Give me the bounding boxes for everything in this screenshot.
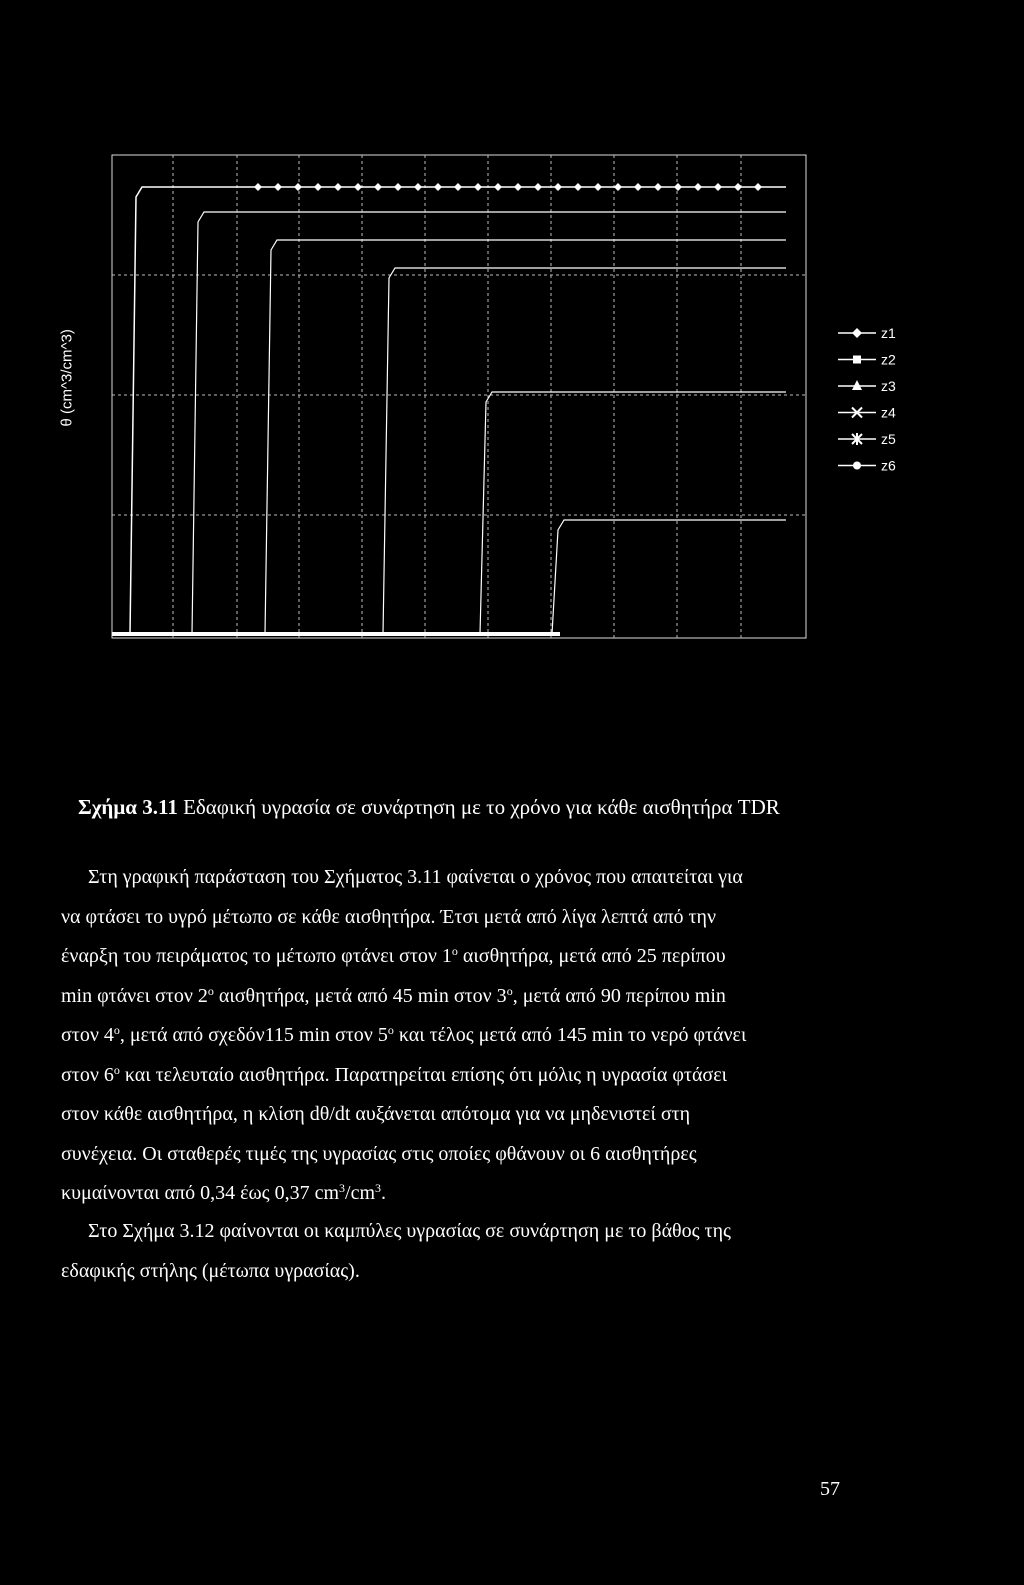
legend-label-z6: z6 bbox=[881, 457, 896, 474]
paragraph-line: Στη γραφική παράσταση του Σχήματος 3.11 φαίνεται ο χρόνος που απαιτείται για bbox=[88, 866, 743, 888]
legend-label-z5: z5 bbox=[881, 431, 896, 447]
page-number: 57 bbox=[820, 1478, 840, 1500]
paragraph-line: στον κάθε αισθητήρα, η κλίση dθ/dt αυξάνεται απότομα για να μηδενιστεί στη bbox=[61, 1103, 691, 1125]
moisture-time-chart bbox=[0, 0, 1024, 760]
series-marker bbox=[514, 183, 522, 191]
legend-label-z1: z1 bbox=[881, 325, 896, 341]
series-marker bbox=[734, 183, 742, 191]
series-line-z3 bbox=[265, 240, 786, 634]
series-marker bbox=[614, 183, 622, 191]
legend-marker bbox=[853, 356, 861, 364]
series-marker bbox=[274, 183, 282, 191]
paragraph-line: στον 4$^o$, μετά από σχεδόν115 min στον 5$^o$ και τέλος μετά από 145 min το νερό φτάνει bbox=[61, 1023, 747, 1046]
series-marker bbox=[254, 183, 262, 191]
series-marker bbox=[334, 183, 342, 191]
series-line-z1 bbox=[130, 187, 786, 634]
legend-label-z4: z4 bbox=[881, 404, 896, 421]
figure-caption-label: Σχήμα 3.11 bbox=[78, 795, 178, 819]
figure-caption bbox=[78, 795, 878, 820]
series-marker bbox=[474, 183, 482, 191]
series-line-z5 bbox=[480, 392, 786, 634]
series-line-z6 bbox=[552, 520, 786, 634]
series-marker bbox=[634, 183, 642, 191]
paragraph-line: εδαφικής στήλης (μέτωπα υγρασίας). bbox=[61, 1259, 360, 1282]
body-paragraph-1 bbox=[61, 858, 961, 1214]
paragraph-line: κυμαίνονται από 0,34 έως 0,37 $cm^3/cm^3$. bbox=[61, 1181, 387, 1204]
series-marker bbox=[494, 183, 502, 191]
series-marker bbox=[754, 183, 762, 191]
series-marker bbox=[574, 183, 582, 191]
series-marker bbox=[694, 183, 702, 191]
figure-caption-text: Εδαφική υγρασία σε συνάρτηση με το χρόνο για κάθε αισθητήρα TDR bbox=[177, 795, 780, 819]
legend-label-z2: z2 bbox=[881, 351, 896, 368]
series-marker bbox=[414, 183, 422, 191]
paragraph-line: στον 6$^o$ και τελευταίο αισθητήρα. Παρατηρείται επίσης ότι μόλις η υγρασία φτάσει bbox=[61, 1062, 727, 1086]
series-marker bbox=[594, 183, 602, 191]
paragraph-line: συνέχεια. Οι σταθερές τιμές της υγρασίας στις οποίες φθάνουν οι 6 αισθητήρες bbox=[61, 1142, 697, 1165]
legend-marker bbox=[852, 380, 862, 390]
series-marker bbox=[314, 183, 322, 191]
paragraph-line: να φτάσει το υγρό μέτωπο σε κάθε αισθητήρα. Έτσι μετά από λίγα λεπτά από την bbox=[61, 905, 716, 928]
series-marker bbox=[354, 183, 362, 191]
series-marker bbox=[534, 183, 542, 191]
series-line-z4 bbox=[383, 268, 786, 634]
series-marker bbox=[554, 183, 562, 191]
y-axis-label: θ (cm^3/cm^3) bbox=[58, 329, 76, 427]
series-marker bbox=[674, 183, 682, 191]
plot-area-frame bbox=[112, 155, 806, 638]
legend-label-z3: z3 bbox=[881, 378, 896, 394]
legend-marker bbox=[853, 462, 861, 470]
series-marker bbox=[434, 183, 442, 191]
series-marker bbox=[714, 183, 722, 191]
series-marker bbox=[374, 183, 382, 191]
paragraph-line: έναρξη του πειράματος το μέτωπο φτάνει στον 1$^o$ αισθητήρα, μετά από 25 περίπου bbox=[61, 944, 726, 967]
series-marker bbox=[654, 183, 662, 191]
series-marker bbox=[454, 183, 462, 191]
series-marker bbox=[394, 183, 402, 191]
body-paragraph-2 bbox=[61, 1212, 961, 1291]
series-marker bbox=[294, 183, 302, 191]
paragraph-line: min φτάνει στον 2$^o$ αισθητήρα, μετά από 45 min στον 3$^o$, μετά από 90 περίπου min bbox=[61, 983, 726, 1007]
paragraph-line: Στο Σχήμα 3.12 φαίνονται οι καμπύλες υγρασίας σε συνάρτηση με το βάθος της bbox=[88, 1220, 731, 1242]
legend-marker bbox=[852, 328, 862, 338]
